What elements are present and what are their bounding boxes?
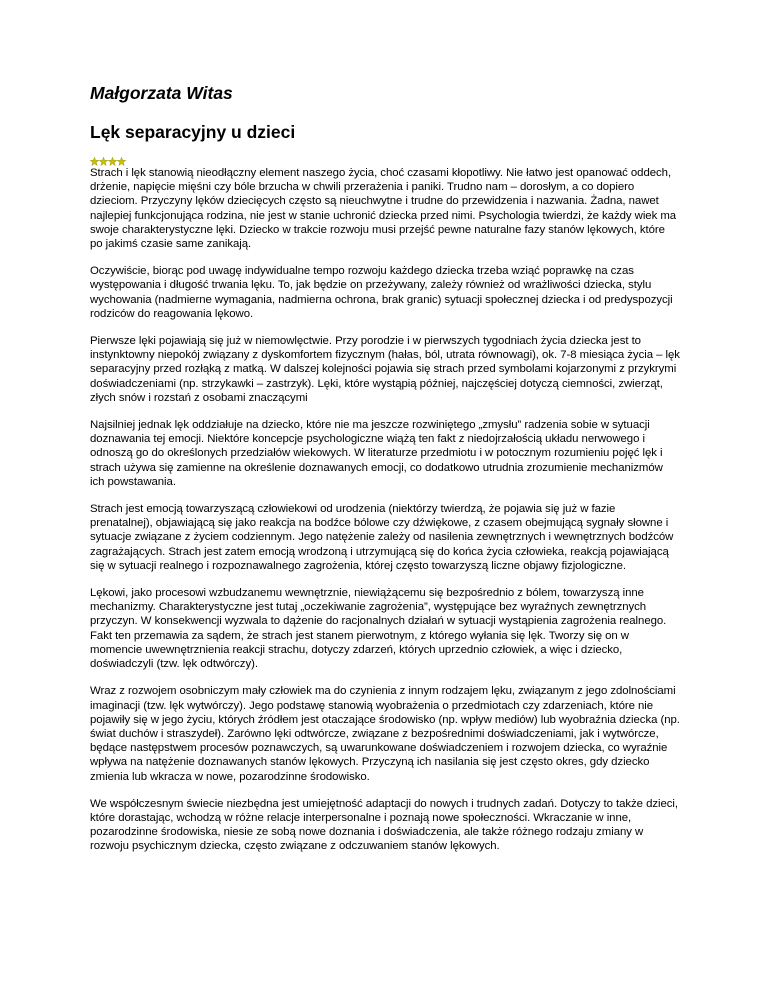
star-icon bbox=[117, 157, 126, 166]
paragraph: Wraz z rozwojem osobniczym mały człowiek ma do czynienia z innym rodzajem lęku, związanym z jego zdolnościami imaginacji (tzw. lęk wytwórczy). Jego podstawę stanowią wyobrażenia o przedmiotach czy zdarzeniach, które nie pojawiły się w jego życiu, których źródłem jest otaczające środowisko (np. wpływ mediów) lub wyobraźnia dziecka (np. świat duchów i straszydeł). Zarówno lęki odtwórcze, związane z bezpośrednimi doświadczeniami, jak i wytwórcze, będące następstwem procesów poznawczych, są uwarunkowane doświadczeniem i rozwojem dziecka, co wyraźnie wpływa na natężenie doznawanych stanów lękowych. Przyczyną ich nasilania się jest często okres, gdy dziecko zmienia lub wkracza w nowe, pozarodzinne środowisko. bbox=[90, 685, 680, 783]
rating-stars bbox=[90, 157, 680, 166]
paragraph: Strach jest emocją towarzyszącą człowiekowi od urodzenia (niektórzy twierdzą, że pojawia się już w fazie prenatalnej), objawiającą się jako reakcja na bodźce bólowe czy dźwiękowe, z czasem obejmującą sygnały słowne i sytuacje związane z życiem codziennym. Jego natężenie zależy od nasilenia zewnętrznych i wewnętrznych bodźców zagrażających. Strach jest zatem emocją wrodzoną i utrzymującą się do końca życia człowieka, reakcją pojawiającą się w sytuacji realnego i rozpoznawalnego zagrożenia, której często towarzyszą liczne objawy fizjologiczne. bbox=[90, 503, 674, 572]
paragraph: Strach i lęk stanowią nieodłączny element naszego życia, choć czasami kłopotliwy. Nie łatwo jest opanować oddech, drżenie, napięcie mięśni czy bóle brzucha w chwili przerażenia i paniki. Trudno nam – dorosłym, a co dopiero dzieciom. Przyczyny lęków dziecięcych często są nieuchwytne i trudne do przewidzenia i nazwania. Żadna, nawet najlepiej funkcjonująca rodzina, nie jest w stanie uchronić dziecka przed nimi. Psychologia twierdzi, że każdy wiek ma swoje charakterystyczne lęki. Dziecko w trakcie rozwoju musi przejść pewne naturalne fazy stanów lękowych, które po jakimś czasie same zanikają. bbox=[90, 167, 677, 251]
document-page bbox=[90, 82, 680, 867]
paragraph: We współczesnym świecie niezbędna jest umiejętność adaptacji do nowych i trudnych zadań. Dotyczy to także dzieci, które dorastając, wchodzą w różne relacje interpersonalne i poznają nowe społeczności. Wkraczanie w inne, pozarodzinne środowiska, niesie ze sobą nowe doznania i doświadczenia, ale także różnego rodzaju zmiany w rozwoju psychicznym dziecka, często związane z odczuwaniem stanów lękowych. bbox=[90, 797, 679, 853]
paragraph: Pierwsze lęki pojawiają się już w niemowlęctwie. Przy porodzie i w pierwszych tygodniach życia dziecka jest to instynktowny niepokój związany z dyskomfortem fizycznym (hałas, ból, utrata równowagi), ok. 7-8 miesiąca życia – lęk separacyjny przed rozłąką z matką. W dalszej kolejności pojawia się strach przed symbolami kojarzonymi z przykrymi doświadczeniami (np. strzykawki – zastrzyk). Lęki, które wystąpią później, najczęściej dotyczą ciemności, zwierząt, złych snów i rozstań z osobami znaczącymi bbox=[90, 335, 680, 404]
paragraph: Lękowi, jako procesowi wzbudzanemu wewnętrznie, niewiążącemu się bezpośrednio z bólem, towarzyszą inne mechanizmy. Charakterystyczne jest tutaj „oczekiwanie zagrożenia”, występujące bez wyraźnych zewnętrznych przyczyn. W konsekwencji wyzwala to dążenie do racjonalnych działań w sytuacji wystąpienia zagrożenia realnego. Fakt ten przemawia za sądem, że strach jest stanem pierwotnym, z którego wyłania się lęk. Tworzy się on w momencie uwewnętrznienia reakcji strachu, dotyczy zdarzeń, których uprzednio człowiek, a więc i dziecko, doświadczyli (tzw. lęk odtwórczy). bbox=[90, 587, 667, 671]
star-icon bbox=[99, 157, 108, 166]
star-icon bbox=[108, 157, 117, 166]
paragraph: Najsilniej jednak lęk oddziałuje na dziecko, które nie ma jeszcze rozwiniętego „zmysłu” radzenia sobie w sytuacji doznawania tej emocji. Niektóre koncepcje psychologiczne wiążą ten fakt z niedojrzałością układu nerwowego i odnoszą go do określonych przedziałów wiekowych. W literaturze przedmiotu i w potocznym rozumieniu pojęć lęk i strach używa się zamienne na określenie doznawanych emocji, co dodatkowo utrudnia zrozumienie mechanizmów ich powstawania. bbox=[90, 419, 663, 488]
author-name: Małgorzata Witas bbox=[90, 83, 233, 103]
star-icon bbox=[90, 157, 99, 166]
article-body bbox=[90, 166, 680, 854]
article-title: Lęk separacyjny u dzieci bbox=[90, 122, 296, 142]
paragraph: Oczywiście, biorąc pod uwagę indywidualne tempo rozwoju każdego dziecka trzeba wziąć poprawkę na czas występowania i długość trwania lęku. To, jak będzie on przeżywany, zależy również od wrażliwości dziecka, stylu wychowania (nadmierne wymagania, nadmierna ochrona, brak granic) sytuacji społecznej dziecka i od predyspozycji rodziców do reagowania lękowo. bbox=[90, 265, 673, 320]
